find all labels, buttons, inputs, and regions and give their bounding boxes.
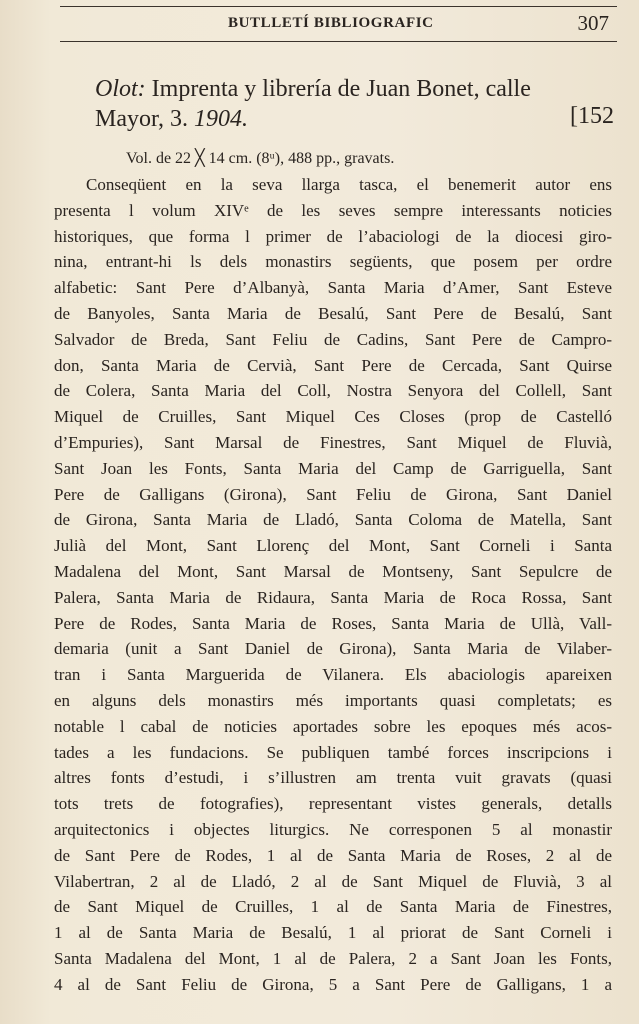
text-line: de Sant Pere de Rodes, 1 al de Santa Maria de Roses, 2 al de xyxy=(54,845,612,865)
text-line: alfabetic: Sant Pere d’Albanyà, Santa Maria d’Amer, Sant Esteve xyxy=(54,278,612,298)
page-number: 307 xyxy=(577,11,609,35)
entry-publisher-line-1: Imprenta y librería de Juan Bonet, calle xyxy=(145,76,531,102)
entry-place: Olot: xyxy=(95,76,146,102)
text-line: de Banyoles, Santa Maria de Besalú, Sant Pere de Besalú, Sant xyxy=(54,303,612,323)
review-text xyxy=(54,172,612,998)
entry-heading-line-2 xyxy=(95,104,620,134)
text-line: de Colera, Santa Maria del Coll, Nostra Senyora del Collell, Sant xyxy=(54,381,612,401)
running-header xyxy=(60,6,617,42)
text-line: notable l cabal de noticies aportades sobre les epoques més acos- xyxy=(54,716,612,736)
text-line: 1 al de Santa Maria de Besalú, 1 al priorat de Sant Corneli i xyxy=(54,923,612,943)
text-line: Sant Joan les Fonts, Santa Maria del Camp de Garriguella, Sant xyxy=(54,458,612,478)
text-line: don, Santa Maria de Cervià, Sant Pere de Cercada, Sant Quirse xyxy=(54,355,612,375)
text-line: de Sant Miquel de Cruilles, 1 al de Santa Maria de Finestres, xyxy=(54,897,612,917)
entry-publisher-line-2: Mayor, 3. xyxy=(95,106,195,132)
text-line: Salvador de Breda, Sant Feliu de Cadins, Sant Pere de Campro- xyxy=(54,329,612,349)
text-line: Julià del Mont, Sant Llorenç del Mont, Sant Corneli i Santa xyxy=(54,536,612,556)
text-line: Palera, Santa Maria de Ridaura, Santa Maria de Roca Rossa, Sant xyxy=(54,587,612,607)
entry-heading-line-1 xyxy=(95,74,620,104)
text-line: presenta l volum XIVᵉ de les seves sempre interessants noticies xyxy=(54,200,612,220)
running-title: BUTLLETÍ BIBLIOGRAFIC xyxy=(228,15,434,31)
text-line: altres fonts d’estudi, i s’illustren am trenta vuit gravats (quasi xyxy=(54,768,612,788)
entry-number: [152 xyxy=(570,103,614,129)
text-line: Conseqüent en la seva llarga tasca, el benemerit autor ens xyxy=(86,175,612,194)
text-line: Miquel de Cruilles, Sant Miquel Ces Closes (prop de Castelló xyxy=(54,407,612,427)
text-line: Madalena del Mont, Sant Marsal de Montseny, Sant Sepulcre de xyxy=(54,561,612,581)
text-line: tran i Santa Marguerida de Vilanera. Els abaciologis apareixen xyxy=(54,665,612,685)
text-line: tots trets de fotografies), representant vistes generals, detalls xyxy=(54,794,612,814)
text-line: historiques, que forma l primer de l’abaciologi de la diocesi giro- xyxy=(54,226,612,246)
entry-year: 1904. xyxy=(194,106,249,132)
text-line: Pere de Rodes, Santa Maria de Roses, Santa Maria de Ullà, Vall- xyxy=(54,613,612,633)
text-line: 4 al de Sant Feliu de Girona, 5 a Sant Pere de Galligans, 1 a xyxy=(54,974,612,994)
text-line: nina, entrant-hi ls dels monastirs següents, que posem per ordre xyxy=(54,252,612,272)
text-line: arquitectonics i objectes liturgics. Ne corresponen 5 al monastir xyxy=(54,819,612,839)
text-line: de Girona, Santa Maria de Lladó, Santa Coloma de Matella, Sant xyxy=(54,510,612,530)
entry-heading xyxy=(95,74,620,134)
text-line: d’Empuries), Sant Marsal de Finestres, Sant Miquel de Fluvià, xyxy=(54,432,612,452)
text-line: en alguns dels monastirs més importants quasi completats; es xyxy=(54,690,612,710)
volume-description: Vol. de 22 ╳ 14 cm. (8ᵘ), 488 pp., gravats. xyxy=(126,150,395,167)
text-line: demaria (unit a Sant Daniel de Girona), Santa Maria de Vilaber- xyxy=(54,639,612,659)
text-line: tades a les fundacions. Se publiquen també forces inscripcions i xyxy=(54,742,612,762)
text-line: Santa Madalena del Mont, 1 al de Palera, 2 a Sant Joan les Fonts, xyxy=(54,948,612,968)
text-line: Vilabertran, 2 al de Lladó, 2 al de Sant Miquel de Fluvià, 3 al xyxy=(54,871,612,891)
text-line: Pere de Galligans (Girona), Sant Feliu de Girona, Sant Daniel xyxy=(54,484,612,504)
